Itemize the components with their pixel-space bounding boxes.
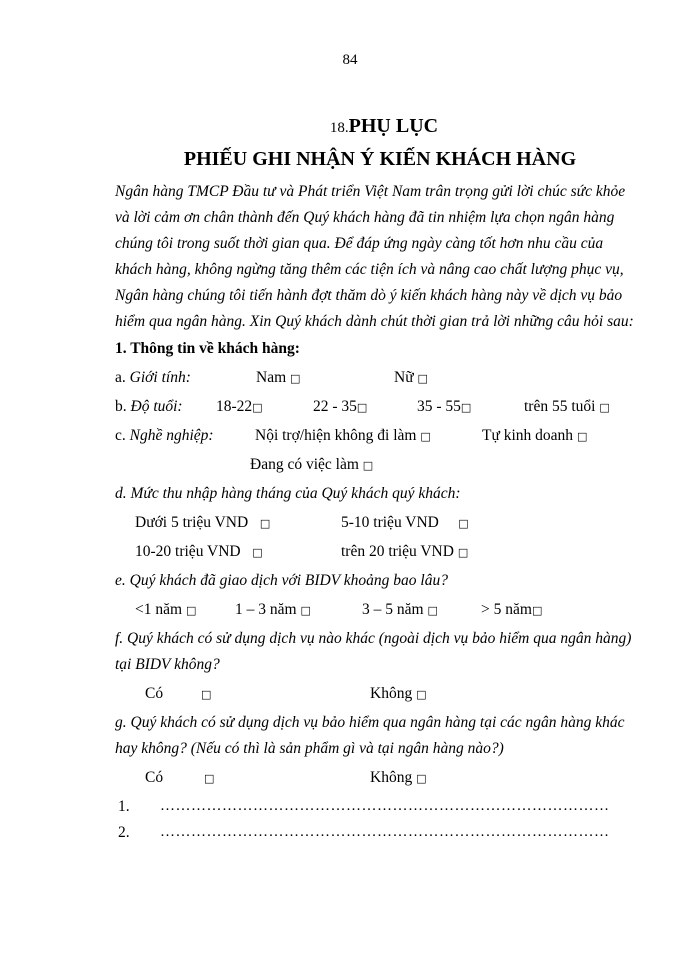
option-nu[interactable] (394, 369, 428, 387)
option-label: > 5 năm (481, 601, 532, 618)
option-income-over-20[interactable] (341, 543, 468, 561)
checkbox-icon[interactable]: □ (185, 604, 197, 617)
answer-blank-line[interactable]: …………………………………………………………………………… (160, 824, 610, 840)
option-label: 35 - 55 (417, 398, 461, 415)
checkbox-icon[interactable]: □ (416, 772, 427, 785)
option-label: Không (370, 685, 413, 702)
checkbox-icon[interactable]: □ (576, 430, 588, 443)
intro-line: Ngân hàng chúng tôi tiến hành đợt thăm dò ý kiến khách hàng này về dịch vụ bảo (115, 287, 623, 304)
option-label: trên 55 tuổi (524, 398, 596, 415)
question-c-prefix: c. (115, 427, 126, 444)
option-f-no[interactable] (370, 685, 426, 703)
option-label: Tự kinh doanh (482, 427, 574, 444)
question-a-prefix: a. (115, 369, 126, 386)
option-income-10-20[interactable] (135, 543, 263, 561)
option-label: Nam (256, 369, 287, 386)
option-label: trên 20 triệu VND (341, 543, 454, 560)
option-1-3-years[interactable] (235, 601, 311, 619)
option-over-5-years[interactable] (481, 601, 542, 619)
option-label: Dưới 5 triệu VND (135, 514, 249, 531)
option-label: 5-10 triệu VND (341, 514, 439, 531)
option-homemaker[interactable] (255, 427, 431, 445)
checkbox-icon[interactable]: □ (460, 401, 472, 414)
option-label: 22 - 35 (313, 398, 357, 415)
question-g-label-line2: hay không? (Nếu có thì là sản phẩm gì và tại ngân hàng nào?) (115, 740, 504, 757)
checkbox-icon[interactable]: □ (356, 401, 368, 414)
question-a-label (115, 369, 191, 387)
option-label: 10-20 triệu VND (135, 543, 241, 560)
option-label: Không (370, 769, 413, 786)
intro-line: khách hàng, không ngừng tăng thêm các tiện ích và nâng cao chất lượng phục vụ, (115, 261, 624, 278)
intro-line: hiểm qua ngân hàng. Xin Quý khách dành chút thời gian trả lời những câu hỏi sau: (115, 313, 634, 330)
checkbox-icon[interactable]: □ (290, 372, 301, 385)
option-label: 18-22 (216, 398, 253, 415)
question-c-text: Nghề nghiệp: (129, 427, 214, 444)
section1-heading: 1. Thông tin về khách hàng: (115, 340, 300, 357)
answer-number: 1. (118, 798, 130, 815)
option-self-employed[interactable] (482, 427, 587, 445)
intro-line: và lời cảm ơn chân thành đến Quý khách hàng đã tin nhiệm lựa chọn ngân hàng (115, 209, 615, 226)
checkbox-icon[interactable]: □ (300, 604, 311, 617)
question-f-label-line1: f. Quý khách có sử dụng dịch vụ nào khác (ngoài dịch vụ bảo hiểm qua ngân hàng) (115, 630, 632, 647)
option-3-5-years[interactable] (362, 601, 438, 619)
checkbox-icon[interactable]: □ (458, 517, 469, 530)
checkbox-icon[interactable]: □ (427, 604, 438, 617)
option-g-no[interactable] (370, 769, 426, 787)
question-c-label (115, 427, 214, 445)
checkbox-icon[interactable]: □ (259, 517, 271, 530)
section-heading (0, 115, 700, 138)
question-b-label (115, 398, 183, 416)
option-label: Nội trợ/hiện không đi làm (255, 427, 417, 444)
option-label: 1 – 3 năm (235, 601, 297, 618)
checkbox-icon[interactable]: □ (531, 604, 543, 617)
checkbox-icon[interactable]: □ (457, 546, 469, 559)
checkbox-icon[interactable]: □ (416, 688, 427, 701)
option-g-yes-label: Có (145, 769, 164, 786)
checkbox-icon[interactable]: □ (204, 772, 215, 785)
checkbox-icon[interactable]: □ (417, 372, 428, 385)
question-d-label: d. Mức thu nhập hàng tháng của Quý khách quý khách: (115, 485, 461, 502)
question-b-prefix: b. (115, 398, 127, 415)
answer-blank-line[interactable]: …………………………………………………………………………… (160, 798, 610, 814)
page-number: 84 (342, 52, 358, 68)
form-title: PHIẾU GHI NHẬN Ý KIẾN KHÁCH HÀNG (183, 148, 577, 170)
option-label: <1 năm (135, 601, 183, 618)
section-title: PHỤ LỤC (348, 115, 439, 137)
option-f-yes-label: Có (145, 685, 164, 702)
answer-number: 2. (118, 824, 130, 841)
section-number: 18. (329, 120, 349, 136)
question-f-label-line2: tại BIDV không? (115, 656, 220, 673)
question-b-text: Độ tuổi: (130, 398, 183, 415)
option-income-5-10[interactable] (341, 514, 469, 532)
option-age-18-22[interactable] (216, 398, 263, 416)
question-a-text: Giới tính: (129, 369, 191, 386)
intro-line: Ngân hàng TMCP Đầu tư và Phát triển Việt Nam trân trọng gửi lời chúc sức khỏe (115, 183, 626, 200)
intro-line: chúng tôi trong suốt thời gian qua. Để đáp ứng ngày càng tốt hơn nhu cầu của (115, 235, 604, 252)
option-nam[interactable] (256, 369, 300, 387)
option-income-under-5[interactable] (135, 514, 270, 532)
checkbox-icon[interactable]: □ (201, 688, 212, 701)
option-f-yes[interactable] (201, 685, 211, 703)
question-g-label-line1: g. Quý khách có sử dụng dịch vụ bảo hiểm qua ngân hàng tại các ngân hàng khác (115, 714, 625, 731)
option-age-55-plus[interactable] (524, 398, 610, 416)
checkbox-icon[interactable]: □ (599, 401, 610, 414)
question-e-label: e. Quý khách đã giao dịch với BIDV khoảng bao lâu? (115, 572, 448, 589)
option-employed[interactable] (250, 456, 373, 474)
option-under-1-year[interactable] (135, 601, 196, 619)
option-age-22-35[interactable] (313, 398, 367, 416)
checkbox-icon[interactable]: □ (252, 401, 263, 414)
option-label: Đang có việc làm (250, 456, 359, 473)
option-label: 3 – 5 năm (362, 601, 424, 618)
option-g-yes[interactable] (204, 769, 214, 787)
checkbox-icon[interactable]: □ (362, 459, 374, 472)
checkbox-icon[interactable]: □ (420, 430, 431, 443)
checkbox-icon[interactable]: □ (252, 546, 263, 559)
option-label: Nữ (394, 369, 414, 386)
option-age-35-55[interactable] (417, 398, 471, 416)
